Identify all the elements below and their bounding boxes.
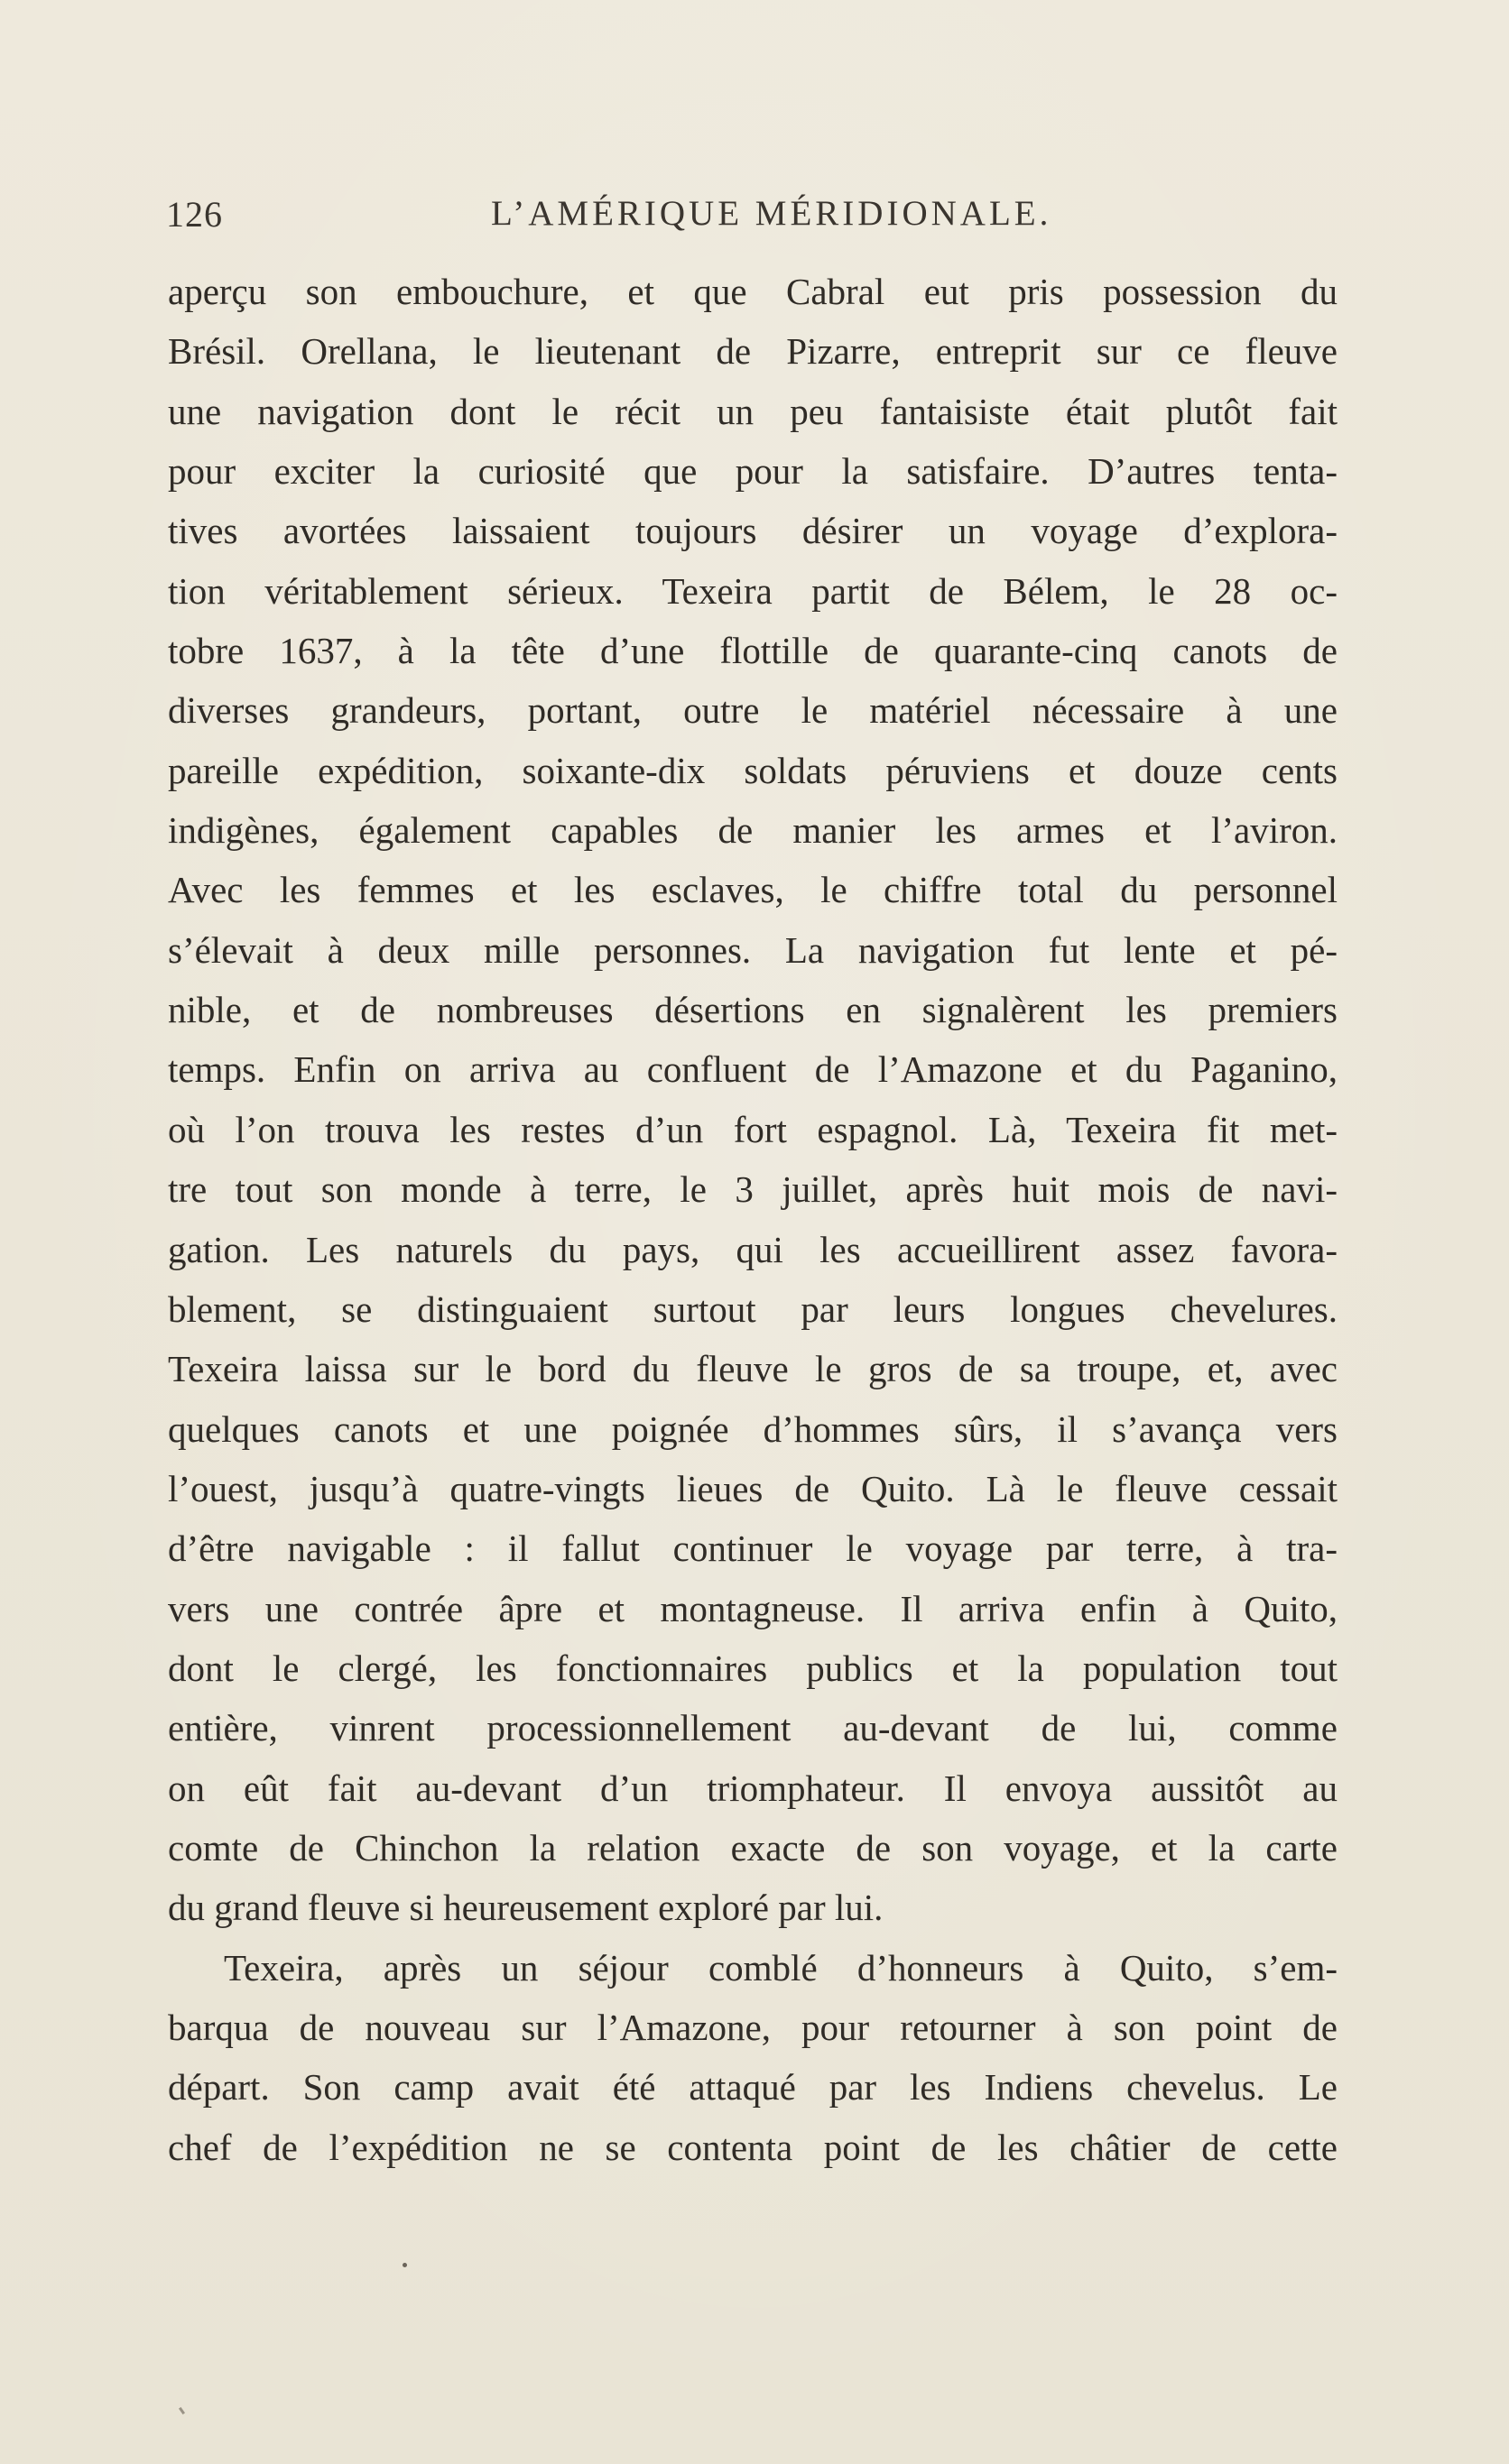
text-line: indigènes, également capables de manier les armes et l’aviron. — [168, 809, 1338, 852]
text-line: pareille expédition, soixante-dix soldats péruviens et douze cents — [168, 749, 1338, 791]
text-line: Texeira laissa sur le bord du fleuve le gros de sa troupe, et, avec — [168, 1348, 1338, 1390]
text-line: Avec les femmes et les esclaves, le chiffre total du personnel — [168, 869, 1338, 911]
text-line: diverses grandeurs, portant, outre le matériel nécessaire à une — [168, 689, 1338, 732]
text-line: gation. Les naturels du pays, qui les accueillirent assez favora- — [168, 1228, 1338, 1270]
text-line: une navigation dont le récit un peu fantaisiste était plutôt fait — [168, 390, 1338, 432]
text-line: où l’on trouva les restes d’un fort espagnol. Là, Texeira fit met- — [168, 1108, 1338, 1150]
text-line: blement, se distinguaient surtout par leurs longues chevelures. — [168, 1287, 1338, 1330]
text-line: Brésil. Orellana, le lieutenant de Pizarre, entreprit sur ce fleuve — [168, 330, 1338, 373]
text-line: tre tout son monde à terre, le 3 juillet, après huit mois de navi- — [168, 1168, 1338, 1211]
running-title: L’AMÉRIQUE MÉRIDIONALE. — [491, 194, 1052, 233]
page-header — [166, 193, 1339, 247]
text-line-paragraph-start: Texeira, après un séjour comblé d’honneurs à Quito, s’em- — [224, 1946, 1338, 1989]
text-line: aperçu son embouchure, et que Cabral eut pris possession du — [168, 271, 1338, 312]
text-line: chef de l’expédition ne se contenta point de les châtier de cette — [168, 2126, 1338, 2168]
text-line: s’élevait à deux mille personnes. La navigation fut lente et pé- — [168, 928, 1338, 971]
text-line: temps. Enfin on arriva au confluent de l’Amazone et du Paganino, — [168, 1048, 1338, 1091]
body-text — [168, 262, 1338, 2177]
paper-mark — [179, 2407, 185, 2414]
text-line: pour exciter la curiosité que pour la satisfaire. D’autres tenta- — [168, 450, 1338, 493]
text-line: tives avortées laissaient toujours désirer un voyage d’explora- — [168, 510, 1338, 552]
text-line: entière, vinrent processionnellement au-devant de lui, comme — [168, 1707, 1338, 1749]
text-line: dont le clergé, les fonctionnaires publics et la population tout — [168, 1647, 1338, 1689]
text-line: départ. Son camp avait été attaqué par les Indiens chevelus. Le — [168, 2066, 1338, 2109]
ink-speck — [403, 2263, 407, 2267]
page-number: 126 — [166, 194, 223, 235]
text-line: l’ouest, jusqu’à quatre-vingts lieues de Quito. Là le fleuve cessait — [168, 1467, 1338, 1509]
text-line: d’être navigable : il fallut continuer le voyage par terre, à tra- — [168, 1527, 1338, 1570]
text-line-paragraph-end: du grand fleuve si heureusement exploré par lui. — [168, 1887, 884, 1929]
text-line: tion véritablement sérieux. Texeira partit de Bélem, le 28 oc- — [168, 569, 1338, 612]
text-line: nible, et de nombreuses désertions en signalèrent les premiers — [168, 989, 1338, 1031]
text-line: tobre 1637, à la tête d’une flottille de quarante-cinq canots de — [168, 630, 1338, 672]
text-line: on eût fait au-devant d’un triomphateur. Il envoya aussitôt au — [168, 1767, 1338, 1809]
text-line: vers une contrée âpre et montagneuse. Il arriva enfin à Quito, — [168, 1587, 1338, 1629]
text-line: quelques canots et une poignée d’hommes sûrs, il s’avança vers — [168, 1407, 1338, 1450]
text-line: comte de Chinchon la relation exacte de son voyage, et la carte — [168, 1826, 1338, 1869]
text-line: barqua de nouveau sur l’Amazone, pour retourner à son point de — [168, 2006, 1338, 2048]
